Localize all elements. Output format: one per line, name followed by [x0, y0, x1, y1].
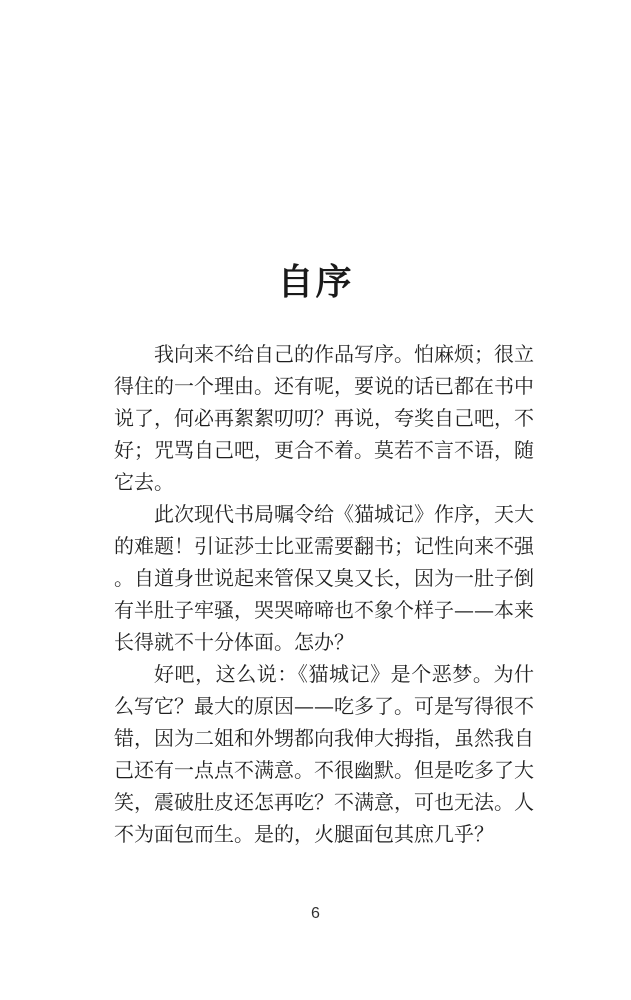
page-number: 6 — [311, 905, 320, 922]
paragraph-1: 我向来不给自己的作品写序。怕麻烦；很立得住的一个理由。还有呢，要说的话已都在书中说了，何必再絮絮叨叨？再说，夸奖自己吧，不好；咒骂自己吧，更合不着。莫若不言不语，随它去。 — [114, 342, 534, 494]
paragraph-2: 此次现代书局嘱令给《猫城记》作序，天大的难题！引证莎士比亚需要翻书；记性向来不强。自道身世说起来管保又臭又长，因为一肚子倒有半肚子牢骚，哭哭啼啼也不象个样子——本来长得就不十分体面。怎办？ — [114, 502, 534, 654]
page-title: 自序 — [277, 261, 354, 304]
preface-body — [114, 338, 534, 850]
paragraph-3: 好吧，这么说：《猫城记》是个恶梦。为什么写它？最大的原因——吃多了。可是写得很不错，因为二姐和外甥都向我伸大拇指，虽然我自己还有一点点不满意。不很幽默。但是吃多了大笑，震破肚皮还怎再吃？不满意，可也无法。人不为面包而生。是的，火腿面包其庶几乎？ — [114, 662, 534, 846]
